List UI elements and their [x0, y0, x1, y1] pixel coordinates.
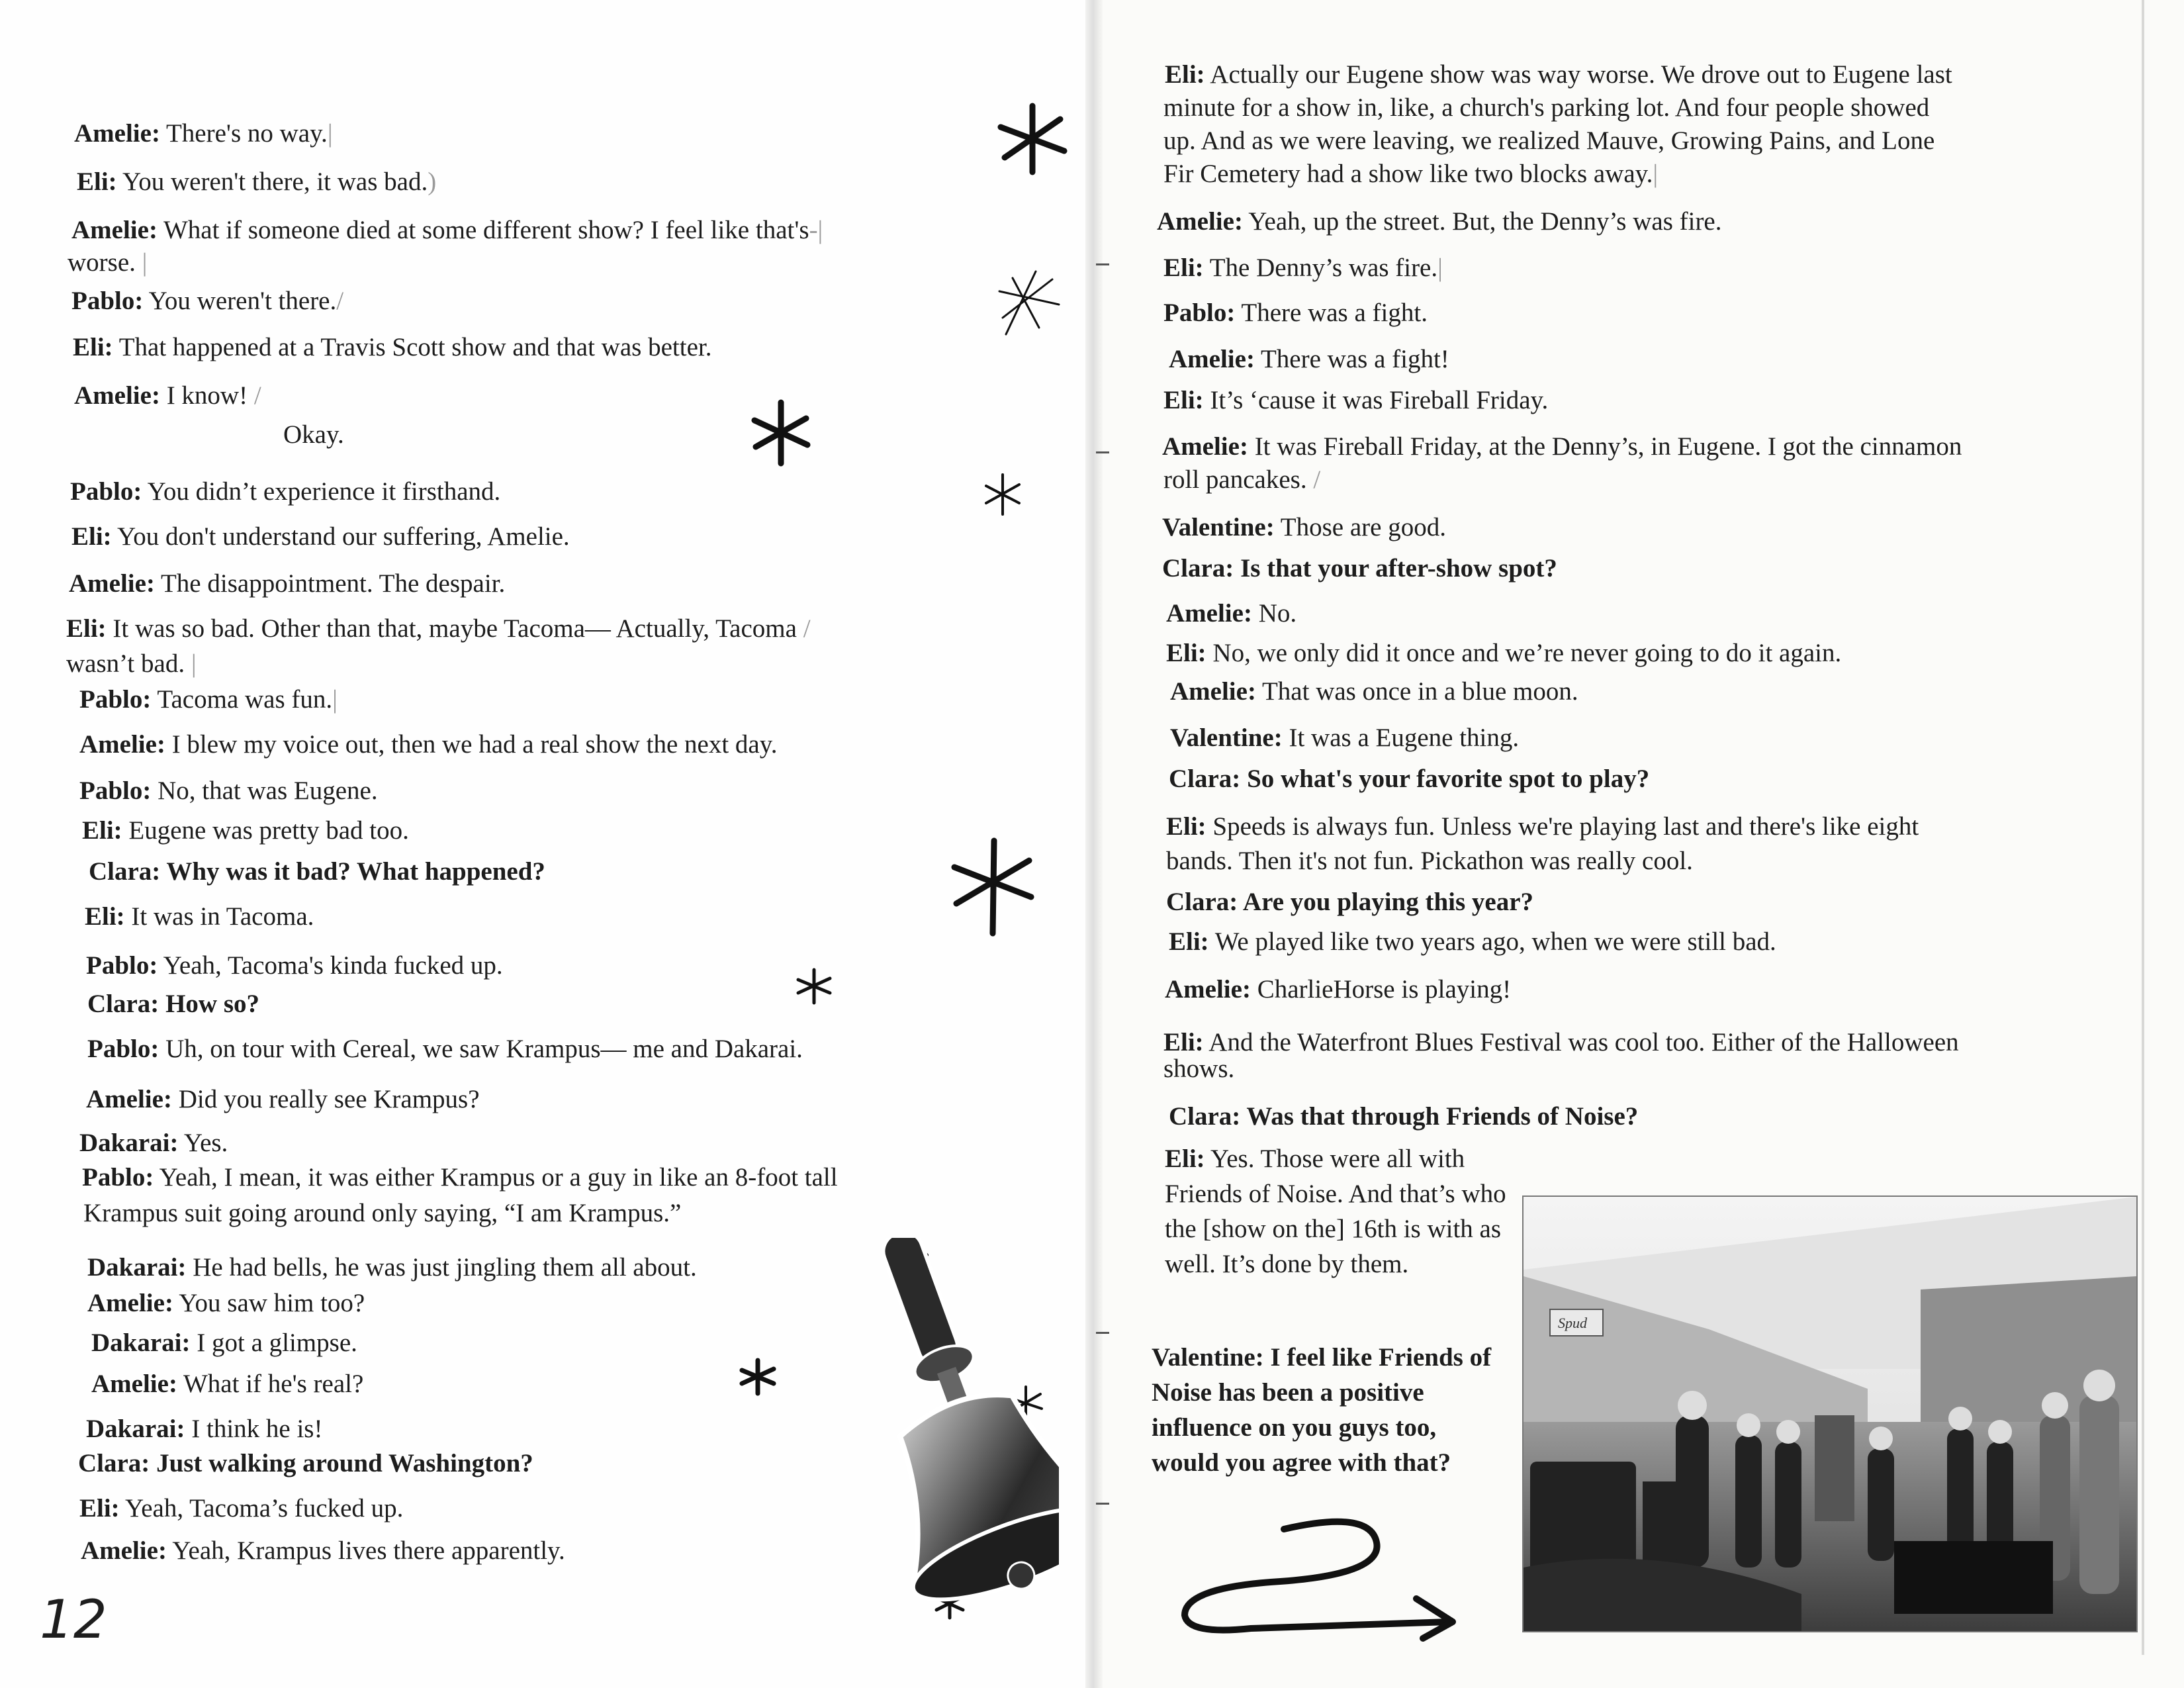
- dialogue-line: Eli: Eugene was pretty bad too.: [82, 816, 409, 845]
- dialogue-line: Amelie: What if someone died at some different show? I feel like that's-|: [71, 216, 823, 244]
- dialogue-line: Dakarai: I got a glimpse.: [91, 1329, 357, 1357]
- dialogue-line: Amelie: I blew my voice out, then we had a real show the next day.: [79, 730, 778, 759]
- dialogue-line: Dakarai: Yes.: [79, 1129, 228, 1157]
- dialogue-line: shows.: [1163, 1055, 1235, 1083]
- page-number: 12: [40, 1589, 107, 1650]
- star-doodle-icon: [946, 834, 1039, 940]
- dialogue-line: Eli: No, we only did it once and we’re never going to do it again.: [1166, 639, 1842, 667]
- dialogue-line: Amelie: That was once in a blue moon.: [1170, 677, 1578, 706]
- dialogue-line: Okay.: [283, 420, 344, 449]
- dialogue-line: Eli: Actually our Eugene show was way worse. We drove out to Eugene last: [1165, 60, 1952, 89]
- interviewer-question: Valentine: I feel like Friends of Noise has been a positive influence on you guys too, would you agree with that?: [1152, 1343, 1492, 1477]
- dialogue-line: Eli: Yeah, Tacoma’s fucked up.: [79, 1494, 404, 1523]
- dialogue-line: Amelie: CharlieHorse is playing!: [1165, 975, 1512, 1004]
- dialogue-line: bands. Then it's not fun. Pickathon was really cool.: [1166, 847, 1693, 875]
- dialogue-line: Valentine: It was a Eugene thing.: [1170, 724, 1520, 752]
- dialogue-line: Krampus suit going around only saying, “I am Krampus.”: [83, 1199, 682, 1227]
- concert-photo: [1522, 1196, 2138, 1632]
- photo-sign-text: Spud: [1558, 1315, 1587, 1331]
- dialogue-line: minute for a show in, like, a church's parking lot. And four people showed: [1163, 93, 1930, 122]
- dialogue-line: Amelie: It was Fireball Friday, at the Denny’s, in Eugene. I got the cinnamon: [1162, 432, 1962, 461]
- dialogue-line: Eli: Speeds is always fun. Unless we're playing last and there's like eight: [1166, 812, 1919, 841]
- dialogue-line: Pablo: Tacoma was fun.|: [79, 685, 338, 714]
- dialogue-line: Pablo: Yeah, I mean, it was either Krampus or a guy in like an 8-foot tall: [82, 1163, 838, 1192]
- interviewer-question: Clara: Why was it bad? What happened?: [89, 857, 545, 886]
- dialogue-line: Eli: The Denny’s was fire.|: [1163, 254, 1443, 282]
- dialogue-line: Eli: You don't understand our suffering, Amelie.: [71, 522, 570, 551]
- dialogue-line: Amelie: I know! /: [74, 381, 261, 410]
- star-doodle-icon: [986, 265, 1066, 338]
- dialogue-line: Eli: And the Waterfront Blues Festival was cool too. Either of the Halloween: [1163, 1028, 1959, 1056]
- interviewer-question: Clara: So what's your favorite spot to play?: [1169, 765, 1650, 793]
- interviewer-question: Clara: Just walking around Washington?: [78, 1449, 533, 1477]
- dialogue-line: Amelie: There was a fight!: [1169, 345, 1449, 373]
- dialogue-line: Amelie: The disappointment. The despair.: [69, 569, 506, 598]
- dialogue-line: Amelie: You saw him too?: [87, 1289, 365, 1317]
- dialogue-line: Eli: That happened at a Travis Scott show and that was better.: [73, 333, 712, 361]
- dialogue-line: Pablo: You weren't there./: [71, 287, 344, 315]
- dialogue-line: Pablo: There was a fight.: [1163, 299, 1428, 327]
- star-doodle-icon: [748, 397, 814, 470]
- dialogue-line: up. And as we were leaving, we realized Mauve, Growing Pains, and Lone: [1163, 126, 1935, 155]
- dialogue-line: Eli: Yes. Those were all with Friends of Noise. And that’s who the [show on the] 16th is with as well. It’s done by them.: [1165, 1145, 1506, 1278]
- dialogue-line: Eli: It’s ‘cause it was Fireball Friday.: [1163, 386, 1549, 414]
- dialogue-line: Amelie: Yeah, Krampus lives there apparently.: [81, 1536, 565, 1565]
- dialogue-line: wasn’t bad. |: [66, 649, 197, 678]
- dialogue-line: Eli: You weren't there, it was bad.): [77, 167, 437, 196]
- margin-tick: [1096, 451, 1109, 453]
- dialogue-line: Dakarai: He had bells, he was just jingling them all about.: [87, 1253, 697, 1282]
- dialogue-line: Amelie: Yeah, up the street. But, the Denny’s was fire.: [1157, 207, 1722, 236]
- margin-tick: [1096, 1503, 1109, 1505]
- dialogue-line: Pablo: Uh, on tour with Cereal, we saw Krampus— me and Dakarai.: [87, 1035, 803, 1063]
- dialogue-line: Dakarai: I think he is!: [86, 1415, 323, 1443]
- dialogue-line: Pablo: Yeah, Tacoma's kinda fucked up.: [86, 951, 503, 980]
- margin-tick: [1096, 263, 1109, 265]
- dialogue-line: Amelie: What if he's real?: [91, 1370, 364, 1398]
- dialogue-line: Eli: It was in Tacoma.: [85, 902, 314, 931]
- star-doodle-icon: [794, 966, 834, 1006]
- interviewer-question: Clara: Was that through Friends of Noise?: [1169, 1102, 1639, 1131]
- margin-tick: [1096, 1332, 1109, 1334]
- interviewer-question: Clara: Is that your after-show spot?: [1162, 554, 1557, 583]
- star-doodle-icon: [983, 471, 1023, 518]
- dialogue-line: Valentine: Those are good.: [1162, 513, 1446, 541]
- band-performing-image: [1524, 1197, 2136, 1631]
- dialogue-line: roll pancakes. /: [1163, 465, 1321, 494]
- dialogue-line: Amelie: No.: [1166, 599, 1297, 628]
- hand-bell-icon: [702, 1238, 1059, 1642]
- page-edge: [2142, 0, 2144, 1655]
- dialogue-line: Eli: We played like two years ago, when we were still bad.: [1169, 927, 1776, 956]
- star-doodle-icon: [993, 99, 1072, 179]
- dialogue-line: Pablo: You didn’t experience it firsthand.: [70, 477, 501, 506]
- dialogue-line: Eli: It was so bad. Other than that, maybe Tacoma— Actually, Tacoma /: [66, 614, 811, 643]
- dialogue-line: worse. |: [68, 248, 148, 277]
- dialogue-line: Fir Cemetery had a show like two blocks away.|: [1163, 160, 1659, 188]
- dialogue-line: Amelie: Did you really see Krampus?: [86, 1085, 480, 1113]
- interviewer-question: Clara: How so?: [87, 990, 259, 1018]
- arrow-doodle-icon: [1171, 1503, 1463, 1648]
- interviewer-question: Clara: Are you playing this year?: [1166, 888, 1534, 916]
- page-fold: [1085, 0, 1103, 1688]
- dialogue-line: Amelie: There's no way.|: [74, 119, 333, 148]
- dialogue-line: Pablo: No, that was Eugene.: [79, 776, 378, 805]
